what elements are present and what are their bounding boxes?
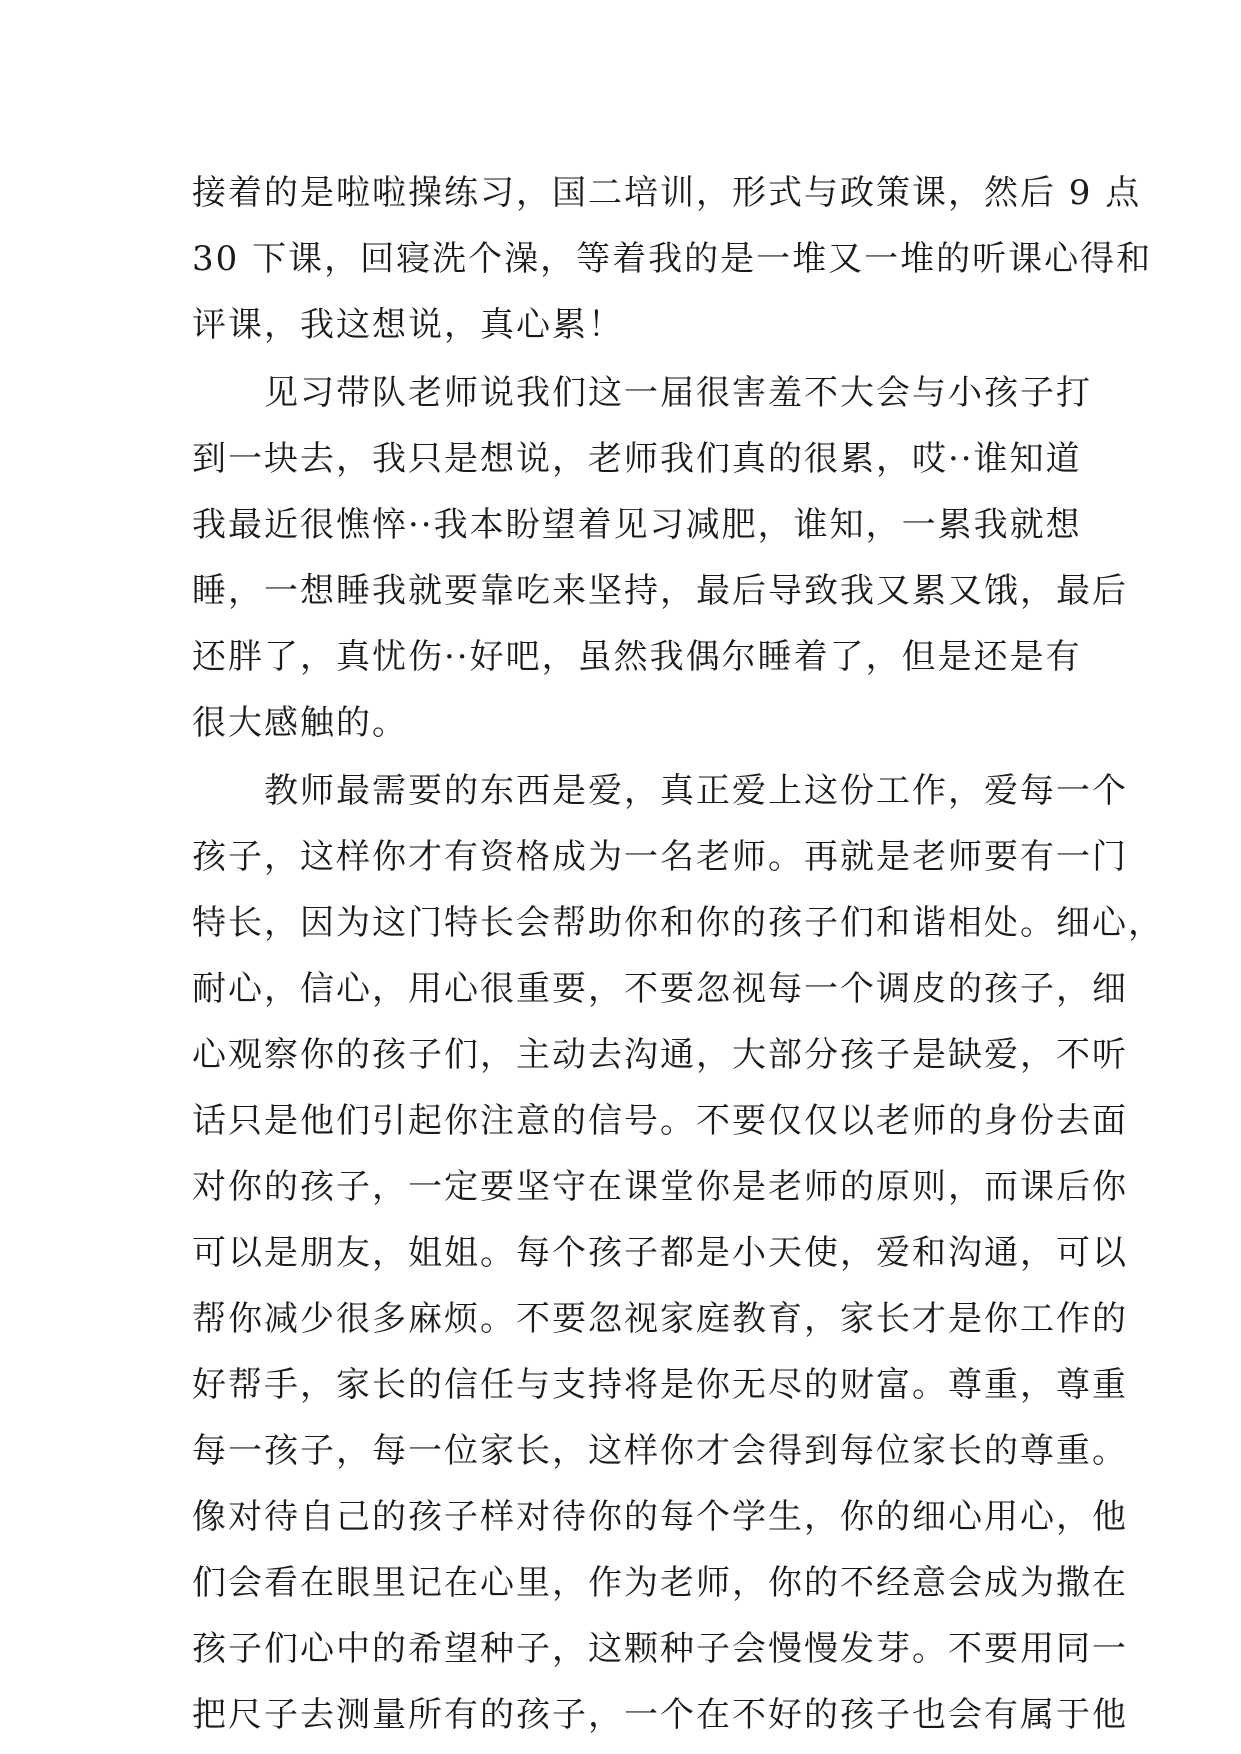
text-line: 评课，我这想说，真心累！ <box>192 305 624 345</box>
text-line: 到一块去，我只是想说，老师我们真的很累，哎··谁知道 <box>192 439 1082 479</box>
text-line: 帮你减少很多麻烦。不要忽视家庭教育，家长才是你工作的 <box>192 1299 1128 1339</box>
text-line: 很大感触的。 <box>192 703 408 743</box>
text-line: 对你的孩子，一定要坚守在课堂你是老师的原则，而课后你 <box>192 1167 1128 1207</box>
text-line: 好帮手，家长的信任与支持将是你无尽的财富。尊重，尊重 <box>192 1365 1128 1405</box>
text-line: 像对待自己的孩子样对待你的每个学生，你的细心用心，他 <box>192 1497 1128 1537</box>
text-line: 我最近很憔悴··我本盼望着见习减肥，谁知，一累我就想 <box>192 505 1082 545</box>
text-line: 可以是朋友，姐姐。每个孩子都是小天使，爱和沟通，可以 <box>192 1233 1128 1273</box>
text-line: 们会看在眼里记在心里，作为老师，你的不经意会成为撒在 <box>192 1563 1128 1603</box>
text-line: 还胖了，真忧伤··好吧，虽然我偶尔睡着了，但是还是有 <box>192 637 1082 677</box>
text-line: 话只是他们引起你注意的信号。不要仅仅以老师的身份去面 <box>192 1101 1128 1141</box>
text-line: 每一孩子，每一位家长，这样你才会得到每位家长的尊重。 <box>192 1431 1128 1471</box>
text-line: 接着的是啦啦操练习，国二培训，形式与政策课，然后 9 点 <box>192 173 1142 213</box>
text-line: 30 下课，回寝洗个澡，等着我的是一堆又一堆的听课心得和 <box>192 239 1153 279</box>
text-line: 特长，因为这门特长会帮助你和你的孩子们和谐相处。细心， <box>192 903 1164 943</box>
text-line: 孩子，这样你才有资格成为一名老师。再就是老师要有一门 <box>192 837 1128 877</box>
text-line: 耐心，信心，用心很重要，不要忽视每一个调皮的孩子，细 <box>192 969 1128 1009</box>
text-line: 孩子们心中的希望种子，这颗种子会慢慢发芽。不要用同一 <box>192 1629 1128 1669</box>
text-line: 见习带队老师说我们这一届很害羞不大会与小孩子打 <box>192 373 1092 413</box>
text-line: 把尺子去测量所有的孩子，一个在不好的孩子也会有属于他 <box>192 1695 1128 1735</box>
text-line: 心观察你的孩子们，主动去沟通，大部分孩子是缺爱，不听 <box>192 1035 1128 1075</box>
text-line: 睡，一想睡我就要靠吃来坚持，最后导致我又累又饿，最后 <box>192 571 1128 611</box>
text-line: 教师最需要的东西是爱，真正爱上这份工作，爱每一个 <box>192 771 1128 811</box>
